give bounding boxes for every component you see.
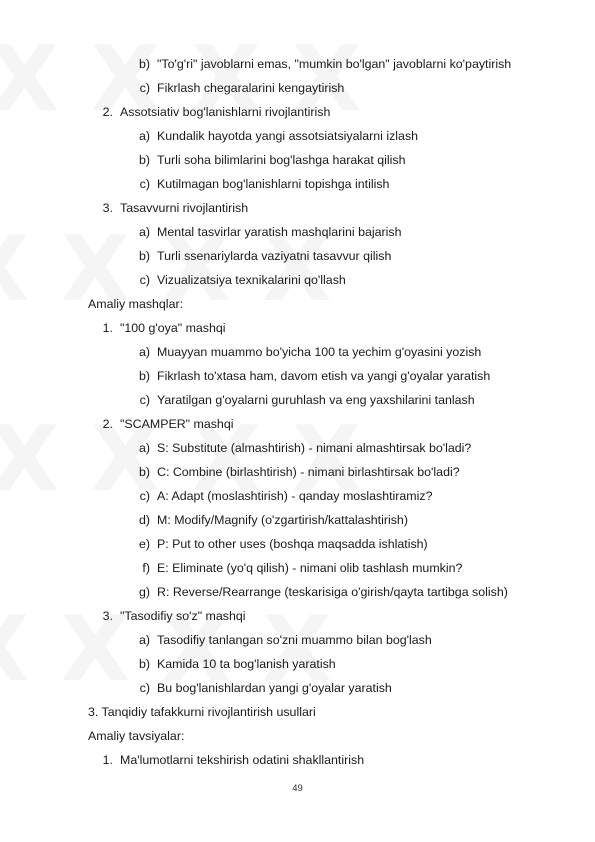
line-text: Kamida 10 ta bog'lanish yaratish bbox=[157, 657, 336, 671]
list-marker: a) bbox=[138, 345, 150, 359]
line-text: C: Combine (birlashtirish) - nimani birlashtirsak bo'ladi? bbox=[157, 465, 460, 479]
line-text: Fikrlash chegaralarini kengaytirish bbox=[157, 81, 345, 95]
list-marker: 1. bbox=[102, 321, 113, 335]
line-text: "To'g'ri" javoblarni emas, "mumkin bo'lgan" javoblarni ko'paytirish bbox=[157, 57, 512, 71]
list-marker: c) bbox=[139, 681, 150, 695]
list-marker: a) bbox=[138, 441, 150, 455]
line-text: Tasodifiy tanlangan so'zni muammo bilan bog'lash bbox=[157, 633, 432, 647]
list-marker: b) bbox=[138, 657, 150, 671]
line-text: "SCAMPER" mashqi bbox=[120, 417, 234, 431]
list-marker: b) bbox=[138, 57, 150, 71]
line-text: Vizualizatsiya texnikalarini qo'llash bbox=[157, 273, 346, 287]
line-text: Yaratilgan g'oyalarni guruhlash va eng yaxshilarini tanlash bbox=[157, 393, 475, 407]
line-text: Bu bog'lanishlardan yangi g'oyalar yaratish bbox=[157, 681, 392, 695]
list-marker: b) bbox=[138, 369, 150, 383]
list-marker: g) bbox=[138, 585, 150, 599]
list-marker: e) bbox=[138, 537, 150, 551]
line-text: Tasavvurni rivojlantirish bbox=[120, 201, 249, 215]
line-text: S: Substitute (almashtirish) - nimani almashtirsak bo'ladi? bbox=[157, 441, 472, 455]
list-marker: c) bbox=[139, 489, 150, 503]
page-number: 49 bbox=[292, 783, 303, 794]
line-text: P: Put to other uses (boshqa maqsadda ishlatish) bbox=[157, 537, 428, 551]
line-text: M: Modify/Magnify (o'zgartirish/kattalashtirish) bbox=[157, 513, 408, 527]
line-text: 3. Tanqidiy tafakkurni rivojlantirish usullari bbox=[88, 705, 316, 719]
list-marker: 3. bbox=[102, 201, 113, 215]
list-marker: 2. bbox=[102, 417, 113, 431]
list-marker: 3. bbox=[102, 609, 113, 623]
line-text: Ma'lumotlarni tekshirish odatini shakllantirish bbox=[120, 753, 365, 767]
list-marker: c) bbox=[139, 177, 150, 191]
line-text: Assotsiativ bog'lanishlarni rivojlantirish bbox=[120, 105, 331, 119]
line-text: Fikrlash to'xtasa ham, davom etish va yangi g'oyalar yaratish bbox=[157, 369, 491, 383]
list-marker: c) bbox=[139, 393, 150, 407]
list-marker: d) bbox=[138, 513, 150, 527]
list-marker: b) bbox=[138, 249, 150, 263]
list-marker: a) bbox=[138, 129, 150, 143]
line-text: Kundalik hayotda yangi assotsiatsiyalarni izlash bbox=[157, 129, 419, 143]
list-marker: c) bbox=[139, 273, 150, 287]
line-text: "Tasodifiy so'z" mashqi bbox=[120, 609, 246, 623]
list-marker: b) bbox=[138, 153, 150, 167]
list-marker: 2. bbox=[102, 105, 113, 119]
list-marker: c) bbox=[139, 81, 150, 95]
list-marker: a) bbox=[138, 225, 150, 239]
list-marker: b) bbox=[138, 465, 150, 479]
line-text: Muayyan muammo bo'yicha 100 ta yechim g'oyasini yozish bbox=[157, 345, 482, 359]
line-text: R: Reverse/Rearrange (teskarisiga o'girish/qayta tartibga solish) bbox=[157, 585, 508, 599]
line-text: "100 g'oya" mashqi bbox=[120, 321, 226, 335]
line-text: E: Eliminate (yo'q qilish) - nimani olib tashlash mumkin? bbox=[157, 561, 463, 575]
line-text: Turli ssenariylarda vaziyatni tasavvur qilish bbox=[157, 249, 392, 263]
line-text: Amaliy mashqlar: bbox=[88, 297, 184, 311]
list-marker: 1. bbox=[102, 753, 113, 767]
line-text: Kutilmagan bog'lanishlarni topishga intilish bbox=[157, 177, 390, 191]
line-text: Turli soha bilimlarini bog'lashga harakat qilish bbox=[157, 153, 406, 167]
line-text: A: Adapt (moslashtirish) - qanday moslashtiramiz? bbox=[157, 489, 433, 503]
line-text: Mental tasvirlar yaratish mashqlarini bajarish bbox=[157, 225, 402, 239]
list-marker: a) bbox=[138, 633, 150, 647]
line-text: Amaliy tavsiyalar: bbox=[88, 729, 185, 743]
list-marker: f) bbox=[142, 561, 150, 575]
